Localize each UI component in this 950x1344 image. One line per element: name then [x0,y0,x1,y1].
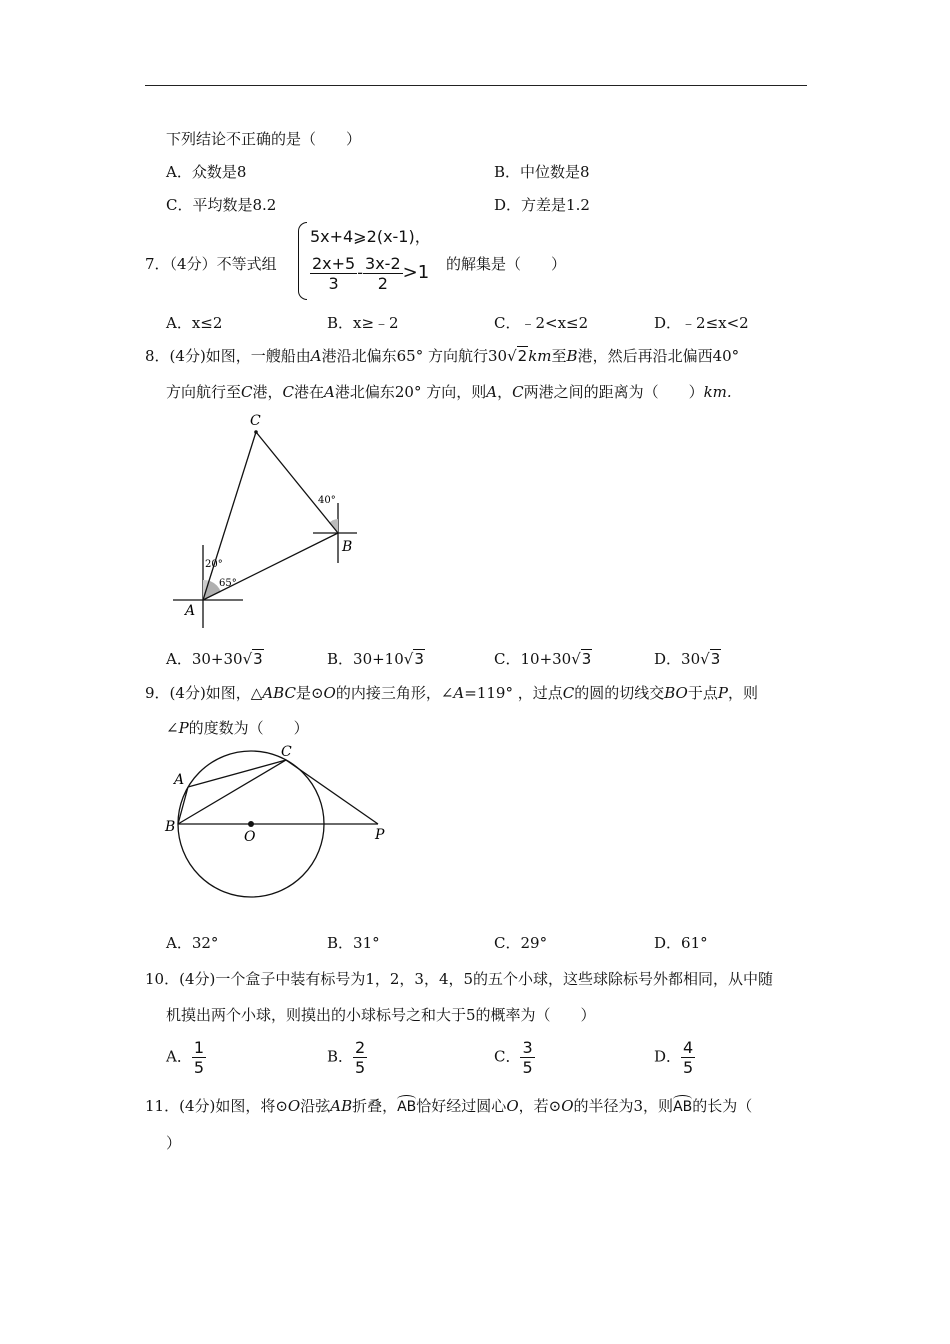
q8-option-b: B．30+10√3 [327,650,424,668]
q7-inequality-2: $\frac{2x+5}{3}$ - $\frac{3x-2}{2}$ >1 [312,254,430,293]
q8-option-c: C．10+30√3 [494,650,592,668]
q9-option-a: A．32° [166,934,219,952]
q9-option-b: B．31° [327,934,380,952]
q7-number: 7．（4分）不等式组 [145,255,277,273]
q8-label-65: 65° [219,578,237,589]
q9-label-b: B [165,819,176,835]
q9-option-d: D．61° [654,934,708,952]
q11-line-1: 11．(4分)如图，将⊙O沿弦AB折叠，AB恰好经过圆心O，若⊙O的半径为3，则AB的长为（ [145,1097,753,1115]
q9-segment-bc [178,760,286,824]
q9-option-c: C．29° [494,934,548,952]
q8-line-2: 方向航行至C港，C港在A港北偏东20° 方向，则A，C两港之间的距离为（ ）km. [166,383,732,401]
q6-option-a: A．众数是8 [166,163,247,181]
q7-option-a: A．x≤2 [166,314,223,332]
q10-option-a: A． $\frac{1}{5}$ [166,1038,205,1077]
q10-option-b: B． $\frac{2}{5}$ [327,1038,366,1077]
q9-figure [160,740,400,910]
q8-segment-bc [256,432,338,533]
q6-option-b: B．中位数是8 [494,163,590,181]
q8-label-a: A [185,603,196,619]
q7-brace [298,222,307,300]
q10-option-c: C． $\frac{3}{5}$ [494,1038,533,1077]
q7-fraction-1: $\frac{2x+5}{3}$ [312,254,356,293]
q10-line-1: 10．(4分)一个盒子中装有标号为1，2，3，4，5的五个小球，这些球除标号外都相同，从中随 [145,970,774,988]
q9-label-a: A [174,772,185,788]
q8-label-40: 40° [318,495,336,506]
q7-option-c: C．﹣2<x≤2 [494,314,589,332]
q6-option-d: D．方差是1.2 [494,196,590,214]
q9-label-p: P [375,827,385,843]
q8-label-c: C [250,413,261,429]
q8-label-b: B [342,539,353,555]
q9-tangent-cp [286,760,378,824]
q9-label-o: O [244,829,256,845]
header-rule [145,85,807,86]
q9-line-1: 9．(4分)如图，△ABC是⊙O的内接三角形，∠A=119° ，过点C的圆的切线交BO于点P，则 [145,684,758,702]
q10-line-2: 机摸出两个小球，则摸出的小球标号之和大于5的概率为（ ） [166,1006,596,1024]
q9-label-c: C [281,744,292,760]
q9-center-dot [248,821,254,827]
q7-option-b: B．x≥﹣2 [327,314,399,332]
q8-option-d: D．30√3 [654,650,721,668]
q8-line-1: 8．(4分)如图，一艘船由A港沿北偏东65° 方向航行30√2km至B港，然后再沿北偏西40° [145,347,740,365]
q8-point-c [254,430,258,434]
q9-segment-ac [188,760,286,787]
q8-segment-ab [203,533,338,600]
q11-line-2: ） [166,1134,182,1152]
q8-segment-ac [203,432,256,600]
q7-inequality-1: 5x+4⩾2(x-1)， [310,227,431,246]
q7-option-d: D．﹣2≤x<2 [654,314,749,332]
q6-stem: 下列结论不正确的是（ ） [166,130,362,148]
q8-option-a: A．30+30√3 [166,650,263,668]
q7-tail: 的解集是（ ） [446,255,567,273]
q8-label-20: 20° [205,559,223,570]
q10-option-d: D． $\frac{4}{5}$ [654,1038,694,1077]
q6-option-c: C．平均数是8.2 [166,196,277,214]
q7-fraction-2: $\frac{3x-2}{2}$ [365,254,401,293]
q11-arc-ab-2: AB [673,1095,692,1115]
q9-line-2: ∠P的度数为（ ） [166,719,309,737]
q11-arc-ab: AB [397,1095,416,1115]
q8-figure [165,405,375,630]
